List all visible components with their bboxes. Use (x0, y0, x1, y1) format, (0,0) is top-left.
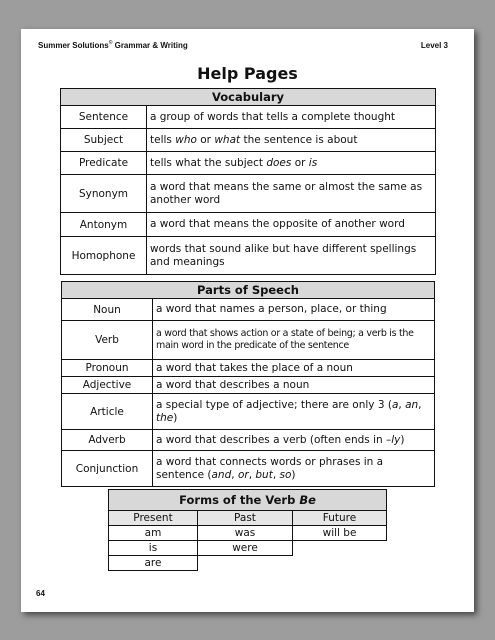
vocabulary-table (60, 88, 436, 275)
parts-of-speech-row (62, 430, 435, 451)
present-form: are (109, 556, 198, 571)
term-cell: Pronoun (62, 360, 153, 377)
column-future: Future (293, 511, 387, 526)
term-cell: Antonym (61, 213, 147, 237)
past-form: was (198, 526, 293, 541)
term-cell: Adjective (62, 377, 153, 394)
definition-cell: a word that connects words or phrases in a sentence (and, or, but, so) (153, 451, 435, 487)
parts-of-speech-table (61, 281, 435, 487)
forms-of-be-table (108, 489, 387, 571)
empty-cell (293, 556, 387, 571)
empty-cell (293, 541, 387, 556)
definition-cell: tells what the subject does or is (147, 152, 436, 175)
definition-cell: words that sound alike but have different spellings and meanings (147, 237, 436, 275)
term-cell: Article (62, 394, 153, 430)
column-present: Present (109, 511, 198, 526)
parts-of-speech-row (62, 299, 435, 321)
term-cell: Conjunction (62, 451, 153, 487)
parts-of-speech-row (62, 451, 435, 487)
term-cell: Subject (61, 129, 147, 152)
vocabulary-row (61, 175, 436, 213)
empty-cell (198, 556, 293, 571)
column-past: Past (198, 511, 293, 526)
term-cell: Verb (62, 321, 153, 360)
vocabulary-row (61, 213, 436, 237)
past-form: were (198, 541, 293, 556)
vocabulary-row (61, 237, 436, 275)
term-cell: Homophone (61, 237, 147, 275)
definition-cell: tells who or what the sentence is about (147, 129, 436, 152)
definition-cell: a word that takes the place of a noun (153, 360, 435, 377)
definition-cell: a word that shows action or a state of being; a verb is the main word in the predicate of the sentence (153, 321, 435, 360)
definition-cell: a word that describes a noun (153, 377, 435, 394)
definition-cell: a word that means the same or almost the same as another word (147, 175, 436, 213)
term-cell: Adverb (62, 430, 153, 451)
term-cell: Predicate (61, 152, 147, 175)
vocabulary-row (61, 152, 436, 175)
parts-of-speech-row (62, 394, 435, 430)
vocabulary-row (61, 129, 436, 152)
term-cell: Synonym (61, 175, 147, 213)
parts-of-speech-row (62, 360, 435, 377)
term-cell: Noun (62, 299, 153, 321)
worksheet-page (21, 29, 474, 612)
definition-cell: a group of words that tells a complete thought (147, 106, 436, 129)
term-cell: Sentence (61, 106, 147, 129)
definition-cell: a word that means the opposite of another word (147, 213, 436, 237)
present-form: am (109, 526, 198, 541)
present-form: is (109, 541, 198, 556)
page-title: Help Pages (197, 64, 298, 83)
vocabulary-row (61, 106, 436, 129)
future-form: will be (293, 526, 387, 541)
page-number: 64 (36, 589, 45, 598)
vocabulary-heading: Vocabulary (61, 89, 436, 106)
book-title: Summer Solutions© Grammar & Writing (38, 40, 188, 50)
parts-of-speech-row (62, 321, 435, 360)
level-label: Level 3 (420, 41, 448, 50)
definition-cell: a special type of adjective; there are only 3 (a, an, the) (153, 394, 435, 430)
parts-of-speech-heading: Parts of Speech (62, 282, 435, 299)
definition-cell: a word that describes a verb (often ends in –ly) (153, 430, 435, 451)
parts-of-speech-row (62, 377, 435, 394)
forms-of-be-heading: Forms of the Verb Be (109, 490, 387, 511)
definition-cell: a word that names a person, place, or thing (153, 299, 435, 321)
